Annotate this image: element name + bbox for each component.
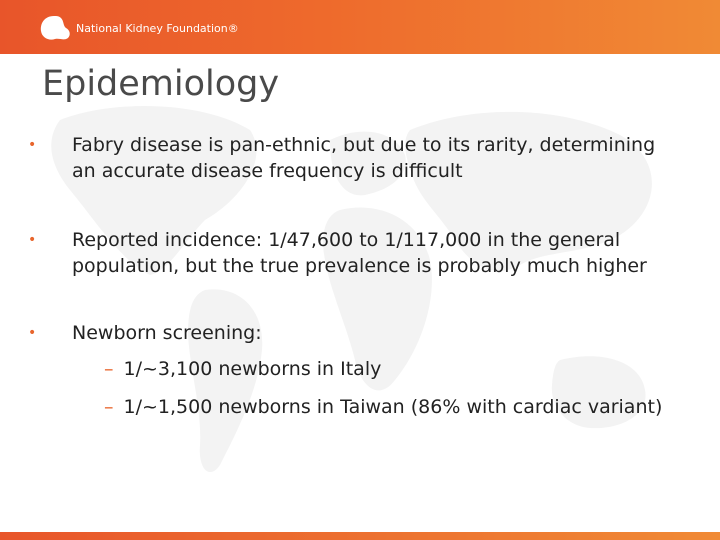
- header-bar: [0, 0, 720, 54]
- sub-bullet-marker: –: [104, 358, 114, 380]
- bullet-marker: •: [28, 137, 37, 153]
- sub-bullet-item: [104, 394, 704, 420]
- slide-title: Epidemiology: [42, 64, 280, 104]
- bullet-text: Newborn screening:: [72, 322, 262, 344]
- bullet-text: Fabry disease is pan-ethnic, but due to its rarity, determining an accurate disease frequency is difficult: [72, 134, 656, 182]
- bullet-marker: •: [28, 325, 37, 341]
- bullet-item: [28, 227, 678, 279]
- world-map-watermark: [0, 60, 720, 530]
- bullet-item: [28, 132, 678, 184]
- sub-bullet-marker: –: [104, 396, 114, 418]
- nkf-logo: [38, 14, 239, 42]
- bullet-item: [28, 320, 678, 346]
- sub-bullet-text: 1/~1,500 newborns in Taiwan (86% with cardiac variant): [123, 396, 663, 418]
- kidney-logo-icon: [38, 14, 72, 42]
- sub-bullet-item: [104, 356, 704, 382]
- logo-text: National Kidney Foundation®: [76, 21, 239, 35]
- bullet-marker: •: [28, 232, 37, 248]
- sub-bullet-text: 1/~3,100 newborns in Italy: [123, 358, 382, 380]
- footer-bar: [0, 532, 720, 540]
- bullet-text: Reported incidence: 1/47,600 to 1/117,000 in the general population, but the true prevalence is probably much higher: [72, 229, 647, 277]
